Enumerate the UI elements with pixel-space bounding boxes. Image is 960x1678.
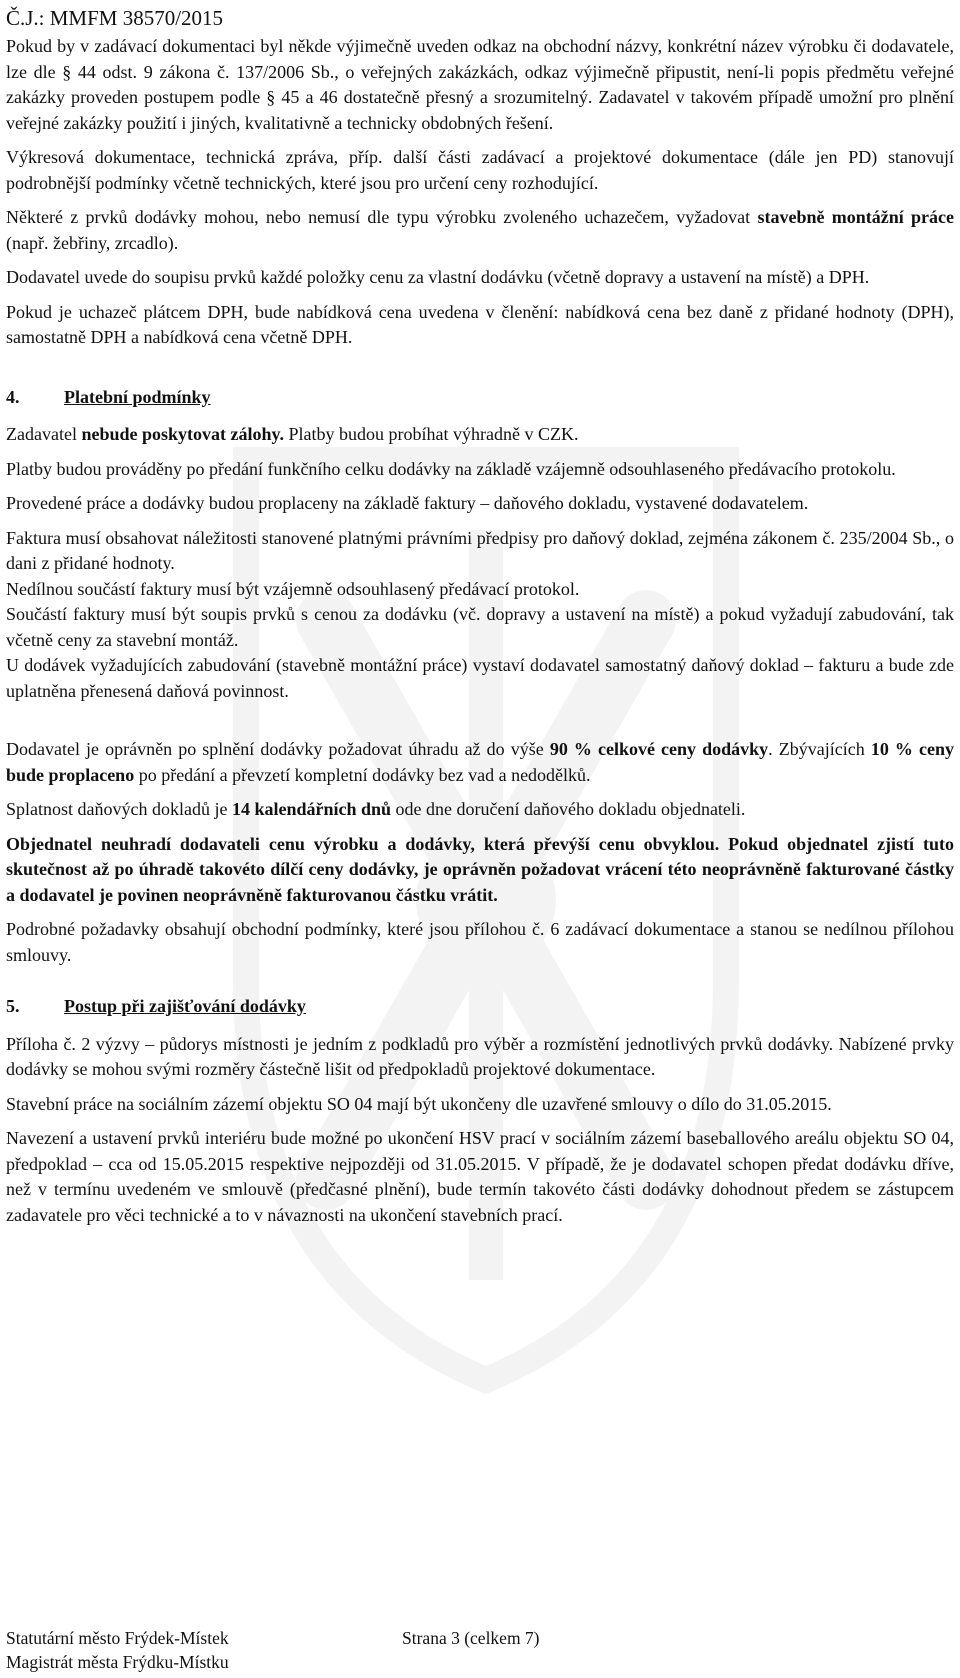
paragraph: Navezení a ustavení prvků interiéru bude možné po ukončení HSV prací v sociálním zázemí baseballového areálu objektu SO 04, předpoklad – cca od 15.05.2015 respektive nejpozději od 31.05.2015. V případě, že je dodavatel schopen předat dodávku dříve, než v termínu uvedeném ve smlouvě (předčasné plnění), bude termín takovéto části dodávky dohodnout předem se zástupcem zadavatele pro věci technické a to v návaznosti na ukončení stavebních prací. xyxy=(6,1128,954,1225)
paragraph: Dodavatel uvede do soupisu prvků každé položky cenu za vlastní dodávku (včetně dopravy a ustavení na místě) a DPH. xyxy=(6,267,870,287)
paragraph: Splatnost daňových dokladů je 14 kalendářních dnů ode dne doručení daňového dokladu objednateli. xyxy=(6,799,746,819)
paragraph: Pokud by v zadávací dokumentaci byl někde výjimečně uveden odkaz na obchodní názvy, konkrétní název výrobku či dodavatele, lze dle § 44 odst. 9 zákona č. 137/2006 Sb., o veřejných zakázkách, odkaz výjimečně připustit, není-li popis předmětu veřejné zakázky proveden postupem podle § 45 a 46 dostatečně přesný a srozumitelný. Zadavatel v takovém případě umožní pro plnění veřejné zakázky použití i jiných, kvalitativně a technicky obdobných řešení. xyxy=(6,36,954,133)
section-heading-delivery-procedure xyxy=(6,994,954,1020)
section-title: Platební podmínky xyxy=(64,386,211,407)
paragraph: Dodavatel je oprávněn po splnění dodávky požadovat úhradu až do výše 90 % celkové ceny dodávky. Zbývajících 10 % ceny bude proplaceno po předání a převzetí kompletní dodávky bez vad a nedodělků. xyxy=(6,739,954,785)
paragraph: U dodávek vyžadujících zabudování (stavebně montážní práce) vystaví dodavatel samostatný daňový doklad – fakturu a bude zde uplatněna přenesená daňová povinnost. xyxy=(6,655,954,701)
paragraph: Součástí faktury musí být soupis prvků s cenou za dodávku (vč. dopravy a ustavení na místě) a pokud vyžadují zabudování, tak včetně ceny za stavební montáž. xyxy=(6,604,954,650)
section-heading-payment-terms xyxy=(6,385,954,411)
footer-organization: Statutární město Frýdek-Místek xyxy=(6,1628,229,1648)
section-title: Postup při zajišťování dodávky xyxy=(64,996,306,1016)
paragraph: Platby budou prováděny po předání funkčního celku dodávky na základě vzájemně odsouhlaseného předávacího protokolu. xyxy=(6,458,896,479)
page-footer xyxy=(6,1626,954,1674)
section-number: 4. xyxy=(6,386,20,407)
document-page xyxy=(6,0,954,1678)
paragraph: Pokud je uchazeč plátcem DPH, bude nabídková cena uvedena v členění: nabídková cena bez daně z přidané hodnoty (DPH), samostatně DPH a nabídková cena včetně DPH. xyxy=(6,301,954,347)
paragraph: Faktura musí obsahovat náležitosti stanovené platnými právními předpisy pro daňový doklad, zejména zákonem č. 235/2004 Sb., o dani z přidané hodnoty. xyxy=(6,527,954,573)
paragraph: Podrobné požadavky obsahují obchodní podmínky, které jsou přílohou č. 6 zadávací dokumentace a stanou se nedílnou přílohou smlouvy. xyxy=(6,919,954,965)
spacer xyxy=(6,713,954,737)
paragraph: Stavební práce na sociálním zázemí objektu SO 04 mají být ukončeny dle uzavřené smlouvy o dílo do 31.05.2015. xyxy=(6,1093,832,1114)
page-number: Strana 3 (celkem 7) xyxy=(402,1628,540,1648)
footer-office: Magistrát města Frýdku-Místku xyxy=(6,1652,229,1672)
paragraph: Nedílnou součástí faktury musí být vzájemně odsouhlasený předávací protokol. xyxy=(6,578,580,599)
paragraph-bold: Objednatel neuhradí dodavateli cenu výrobku a dodávky, která převýší cenu obvyklou. Pokud objednatel zjistí tuto skutečnost až po úhradě takovéto dílčí ceny dodávky, je oprávněn požadovat vrácení této neoprávněně fakturované částky a dodavatel je povinen neoprávněně fakturovanou částku vrátit. xyxy=(6,833,954,905)
section-number: 5. xyxy=(6,996,20,1016)
paragraph: Výkresová dokumentace, technická zpráva, příp. další části zadávací a projektové dokumentace (dále jen PD) stanovují podrobnější podmínky včetně technických, které jsou pro určení ceny rozhodující. xyxy=(6,147,954,193)
document-reference-number: Č.J.: MMFM 38570/2015 xyxy=(6,6,224,30)
document-body xyxy=(6,34,954,1237)
paragraph: Zadavatel nebude poskytovat zálohy. Platby budou probíhat výhradně v CZK. xyxy=(6,424,579,444)
paragraph: Příloha č. 2 výzvy – půdorys místnosti je jedním z podkladů pro výběr a rozmístění jednotlivých prvků dodávky. Nabízené prvky dodávky se mohou svými rozměry částečně lišit od předpokladů projektové dokumentace. xyxy=(6,1033,954,1079)
paragraph: Provedené práce a dodávky budou proplaceny na základě faktury – daňového dokladu, vystavené dodavatelem. xyxy=(6,493,809,513)
paragraph: Některé z prvků dodávky mohou, nebo nemusí dle typu výrobku zvoleného uchazečem, vyžadovat stavebně montážní práce (např. žebřiny, zrcadlo). xyxy=(6,207,954,253)
